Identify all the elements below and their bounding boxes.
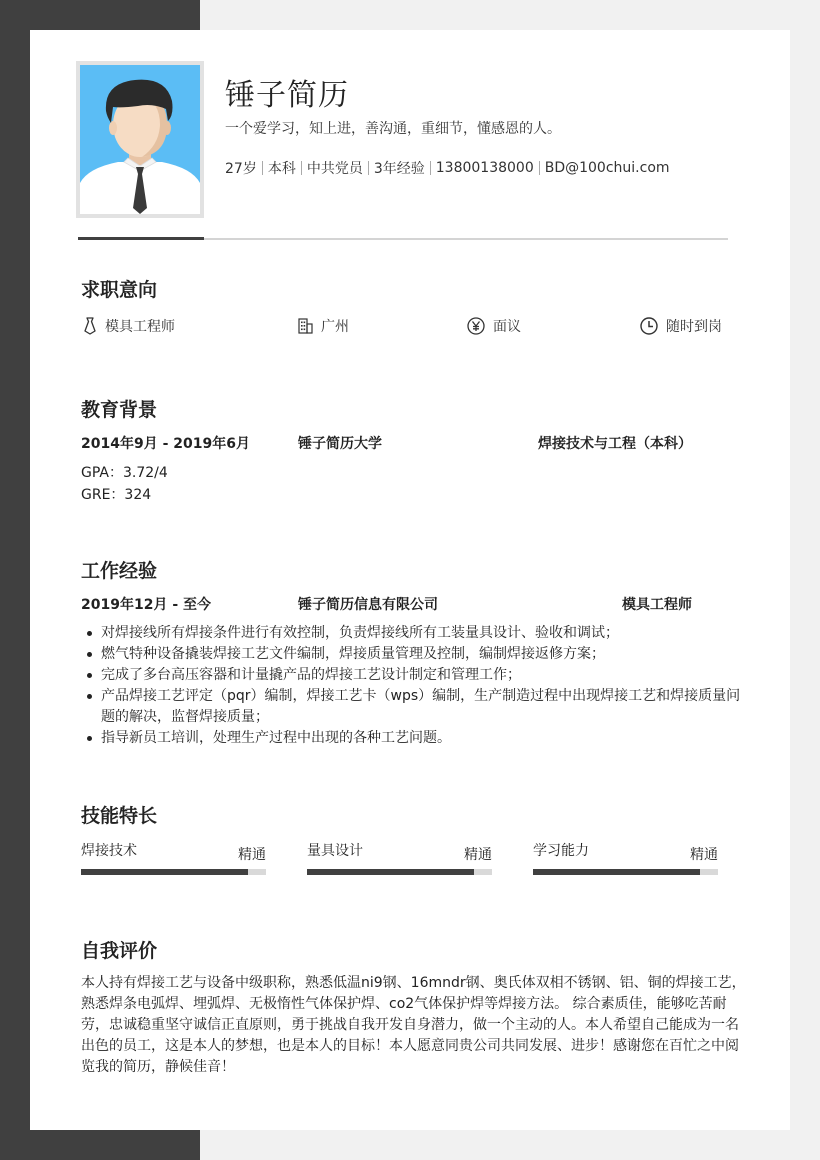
- education-gre: GRE：324: [81, 487, 152, 503]
- education-school: 锤子简历大学: [298, 436, 382, 452]
- list-item: 产品焊接工艺评定（pqr）编制，焊接工艺卡（wps）编制，生产制造过程中出现焊接工艺和焊接质量问题的解决，监督焊接质量；: [81, 686, 746, 728]
- tie-icon: [83, 317, 97, 335]
- avatar: [76, 61, 204, 218]
- contact-degree: 本科: [267, 161, 296, 177]
- contact-age: 27岁: [225, 161, 257, 177]
- intent-salary: [467, 316, 521, 336]
- divider: [368, 161, 369, 175]
- skill-name: 量具设计: [307, 843, 363, 859]
- divider: [262, 161, 263, 175]
- skill-bar: [81, 869, 266, 875]
- header-divider-accent: [78, 237, 204, 240]
- education-gpa: GPA：3.72/4: [81, 465, 168, 481]
- building-icon: [298, 318, 313, 334]
- section-title-self-eval: 自我评价: [81, 940, 158, 962]
- intent-availability: [640, 316, 722, 336]
- clock-icon: [640, 317, 658, 335]
- skill-bar-fill: [533, 869, 700, 875]
- work-period: 2019年12月 - 至今: [81, 597, 212, 613]
- skill-bar-fill: [307, 869, 474, 875]
- skill-bar: [533, 869, 718, 875]
- intent-availability-text: 随时到岗: [666, 319, 722, 335]
- contact-experience: 3年经验: [373, 161, 425, 177]
- contact-political-status: 中共党员: [306, 161, 363, 177]
- resume-name: 锤子简历: [225, 78, 349, 113]
- contact-line: [225, 158, 670, 178]
- section-title-education: 教育背景: [81, 399, 158, 421]
- work-position: 模具工程师: [622, 597, 692, 613]
- work-duties-list: [81, 623, 746, 749]
- skill-level: 精通: [238, 847, 266, 863]
- skill-level: 精通: [690, 847, 718, 863]
- intent-position: [83, 316, 175, 336]
- divider: [301, 161, 302, 175]
- work-company: 锤子简历信息有限公司: [298, 597, 438, 613]
- list-item: 指导新员工培训，处理生产过程中出现的各种工艺问题。: [81, 728, 746, 749]
- divider: [430, 161, 431, 175]
- yuan-icon: [467, 317, 485, 335]
- list-item: 完成了多台高压容器和计量撬产品的焊接工艺设计制定和管理工作；: [81, 665, 746, 686]
- skill-bar: [307, 869, 492, 875]
- resume-motto: 一个爱学习，知上进，善沟通，重细节，懂感恩的人。: [225, 121, 561, 137]
- resume-page: [30, 30, 790, 1130]
- education-period: 2014年9月 - 2019年6月: [81, 436, 250, 452]
- contact-phone: 13800138000: [435, 160, 534, 176]
- skill-name: 学习能力: [533, 843, 589, 859]
- skill-bar-fill: [81, 869, 248, 875]
- intent-city-text: 广州: [321, 319, 349, 335]
- intent-city: [298, 316, 349, 336]
- skill-level: 精通: [464, 847, 492, 863]
- avatar-illustration: [80, 65, 200, 214]
- self-eval-text: 本人持有焊接工艺与设备中级职称，熟悉低温ni9钢、16mndr钢、奥氏体双相不锈钢、铝、铜的焊接工艺，熟悉焊条电弧焊、埋弧焊、无极惰性气体保护焊、co2气体保护焊等焊接方法。 综合素质佳，能够吃苦耐劳，忠诚稳重坚守诚信正直原则，勇于挑战自我开发自身潜力，做一个主动的人。本人希望自己能成为一名出色的员工，这是本人的梦想，也是本人的目标！本人愿意同贵公司共同发展、进步！感谢您在百忙之中阅览我的简历，静候佳音！: [81, 975, 746, 1075]
- education-major: 焊接技术与工程（本科）: [538, 436, 692, 452]
- section-title-skills: 技能特长: [81, 805, 158, 827]
- skill-name: 焊接技术: [81, 843, 137, 859]
- list-item: 燃气特种设备撬装焊接工艺文件编制，焊接质量管理及控制，编制焊接返修方案；: [81, 644, 746, 665]
- intent-position-text: 模具工程师: [105, 319, 175, 335]
- section-title-intent: 求职意向: [81, 279, 158, 301]
- list-item: 对焊接线所有焊接条件进行有效控制，负责焊接线所有工装量具设计、验收和调试；: [81, 623, 746, 644]
- section-title-work: 工作经验: [81, 560, 158, 582]
- intent-salary-text: 面议: [493, 319, 521, 335]
- contact-email: BD@100chui.com: [544, 160, 670, 176]
- divider: [539, 161, 540, 175]
